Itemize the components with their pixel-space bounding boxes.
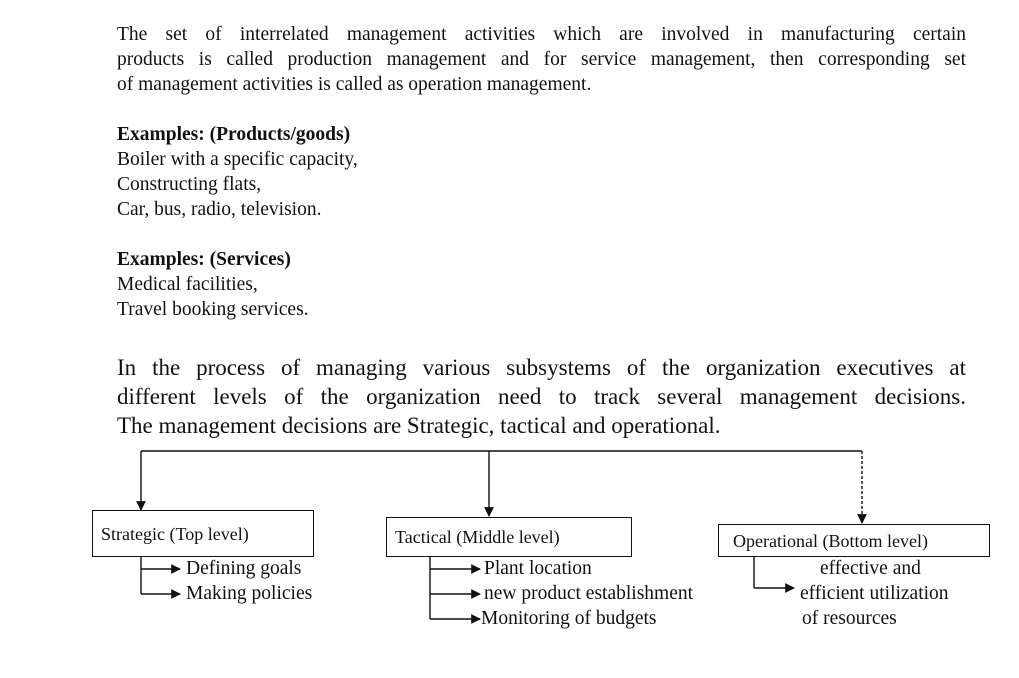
- strategic-item: Defining goals: [186, 558, 302, 579]
- tactical-title: Tactical (Middle level): [395, 527, 560, 547]
- decisions-line: different levels of the organization need to track several management decisions.: [117, 384, 966, 409]
- strategic-title: Strategic (Top level): [101, 523, 249, 544]
- tactical-box: [386, 517, 632, 557]
- example-item: Travel booking services.: [117, 299, 309, 320]
- decisions-line: The management decisions are Strategic, tactical and operational.: [117, 413, 721, 438]
- operational-item: efficient utilization: [800, 583, 949, 604]
- intro-line: of management activities is called as operation management.: [117, 74, 592, 95]
- tactical-item: Plant location: [484, 558, 592, 579]
- examples-goods-heading: Examples: (Products/goods): [117, 124, 351, 145]
- operational-item: effective and: [820, 558, 921, 579]
- example-item: Medical facilities,: [117, 274, 258, 295]
- operational-box: [718, 524, 990, 557]
- strategic-box: [92, 510, 314, 557]
- intro-line: The set of interrelated management activities which are involved in manufacturing certain: [117, 24, 966, 45]
- decisions-line: In the process of managing various subsystems of the organization executives at: [117, 355, 966, 380]
- intro-line: products is called production management and for service management, then corresponding set: [117, 49, 966, 70]
- example-item: Car, bus, radio, television.: [117, 199, 322, 220]
- operational-title: Operational (Bottom level): [733, 530, 928, 551]
- examples-services-heading: Examples: (Services): [117, 249, 291, 270]
- strategic-item: Making policies: [186, 583, 313, 604]
- operational-item: of resources: [802, 608, 897, 629]
- example-item: Constructing flats,: [117, 174, 262, 195]
- tactical-item: new product establishment: [484, 583, 694, 604]
- tactical-item: Monitoring of budgets: [481, 608, 657, 629]
- example-item: Boiler with a specific capacity,: [117, 149, 358, 170]
